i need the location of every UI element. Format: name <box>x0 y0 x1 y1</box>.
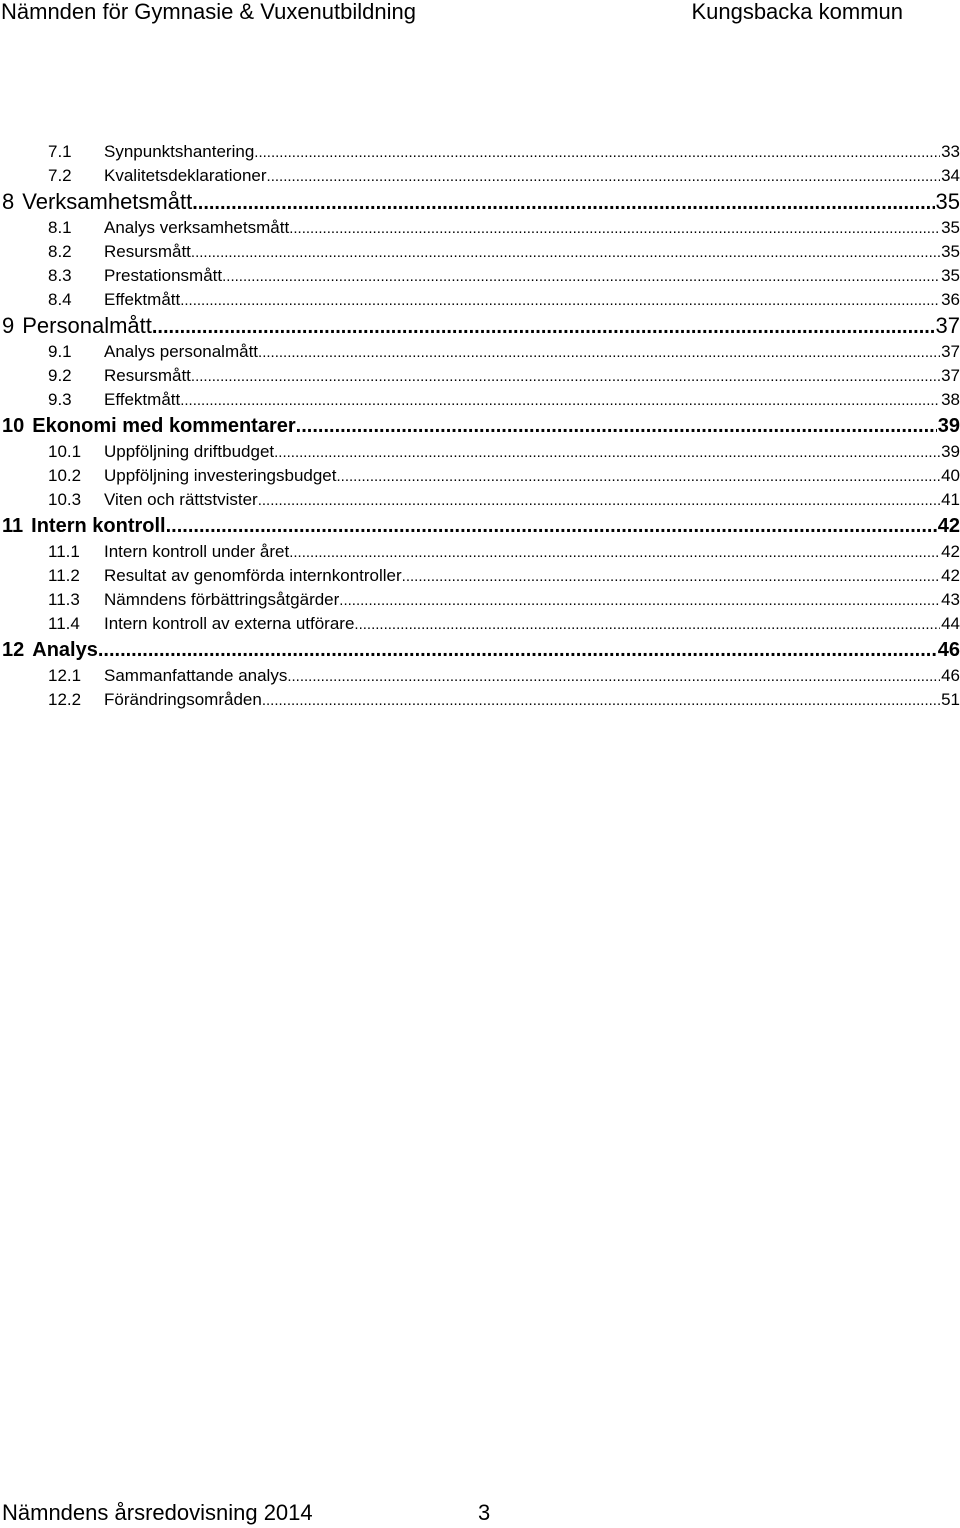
toc-entry-number: 9.3 <box>48 390 72 409</box>
toc-dot-leader <box>354 613 940 637</box>
toc-section-entry[interactable] <box>2 288 960 312</box>
toc-section-entry[interactable] <box>2 588 960 612</box>
toc-entry-number: 11.4 <box>48 614 80 633</box>
toc-entry-page: 35 <box>941 242 960 261</box>
toc-entry-number: 7.2 <box>48 166 72 185</box>
toc-entry-number: 8 <box>2 189 15 214</box>
toc-entry-title: Ekonomi med kommentarer <box>32 415 296 437</box>
toc-section-entry[interactable] <box>2 664 960 688</box>
toc-dot-leader <box>191 241 940 265</box>
toc-entry-page: 37 <box>941 366 960 385</box>
toc-section-entry[interactable] <box>2 488 960 512</box>
toc-entry-number: 10.3 <box>48 490 82 509</box>
toc-chapter-entry[interactable] <box>2 636 960 664</box>
toc-section-entry[interactable] <box>2 216 960 240</box>
toc-entry-number: 11.2 <box>48 566 80 585</box>
toc-dot-leader <box>192 189 934 217</box>
toc-dot-leader <box>152 313 935 341</box>
toc-entry-number: 10 <box>2 415 25 437</box>
toc-entry-page: 46 <box>941 666 960 685</box>
toc-dot-leader <box>289 217 940 241</box>
toc-entry-title: Förändringsområden <box>104 690 262 709</box>
document-header-right: Kungsbacka kommun <box>691 0 903 24</box>
toc-entry-title: Uppföljning driftbudget <box>104 442 275 461</box>
toc-entry-title: Analys <box>32 639 98 661</box>
toc-section-entry[interactable] <box>2 140 960 164</box>
toc-entry-page: 33 <box>941 142 960 161</box>
toc-entry-title: Personalmått <box>22 313 152 338</box>
toc-entry-page: 38 <box>941 390 960 409</box>
toc-entry-page: 39 <box>937 415 960 437</box>
toc-entry-title: Nämndens förbättringsåtgärder <box>104 590 340 609</box>
toc-entry-page: 43 <box>941 590 960 609</box>
toc-entry-page: 44 <box>941 614 960 633</box>
toc-entry-number: 12.2 <box>48 690 82 709</box>
toc-entry-number: 8.3 <box>48 266 72 285</box>
toc-dot-leader <box>339 589 940 613</box>
toc-entry-number: 11 <box>2 515 24 537</box>
page-number: 3 <box>478 1500 491 1525</box>
toc-entry-page: 42 <box>941 542 960 561</box>
toc-entry-page: 40 <box>941 466 960 485</box>
toc-dot-leader <box>258 489 940 513</box>
toc-chapter-entry[interactable] <box>2 188 960 216</box>
table-of-contents <box>2 140 960 712</box>
toc-dot-leader <box>166 512 937 540</box>
toc-entry-number: 8.1 <box>48 218 72 237</box>
toc-entry-title: Viten och rättstvister <box>104 490 258 509</box>
toc-entry-number: 9.1 <box>48 342 72 361</box>
toc-entry-title: Kvalitetsdeklarationer <box>104 166 267 185</box>
toc-entry-page: 46 <box>937 639 960 661</box>
toc-dot-leader <box>267 165 941 189</box>
toc-entry-title: Uppföljning investeringsbudget <box>104 466 337 485</box>
toc-entry-page: 41 <box>941 490 960 509</box>
toc-entry-title: Verksamhetsmått <box>22 189 193 214</box>
toc-dot-leader <box>274 441 940 465</box>
toc-section-entry[interactable] <box>2 264 960 288</box>
toc-section-entry[interactable] <box>2 340 960 364</box>
toc-dot-leader <box>222 265 940 289</box>
toc-entry-page: 36 <box>941 290 960 309</box>
toc-dot-leader <box>289 541 940 565</box>
toc-section-entry[interactable] <box>2 612 960 636</box>
toc-entry-title: Intern kontroll av externa utförare <box>104 614 355 633</box>
toc-entry-page: 51 <box>941 690 960 709</box>
document-header-left: Nämnden för Gymnasie & Vuxenutbildning <box>1 0 416 24</box>
toc-dot-leader <box>98 636 937 664</box>
toc-entry-number: 11.3 <box>48 590 80 609</box>
toc-dot-leader <box>258 341 940 365</box>
toc-entry-title: Prestationsmått <box>104 266 223 285</box>
toc-entry-number: 9.2 <box>48 366 72 385</box>
toc-dot-leader <box>296 412 937 440</box>
toc-entry-title: Analys verksamhetsmått <box>104 218 290 237</box>
toc-entry-title: Resultat av genomförda internkontroller <box>104 566 402 585</box>
toc-dot-leader <box>262 689 940 713</box>
toc-dot-leader <box>254 141 940 165</box>
toc-entry-page: 35 <box>941 218 960 237</box>
toc-section-entry[interactable] <box>2 364 960 388</box>
toc-entry-title: Effektmått <box>104 290 181 309</box>
document-footer-title: Nämndens årsredovisning 2014 <box>2 1500 313 1525</box>
toc-section-entry[interactable] <box>2 240 960 264</box>
toc-entry-title: Effektmått <box>104 390 181 409</box>
toc-entry-page: 37 <box>935 313 960 338</box>
toc-section-entry[interactable] <box>2 688 960 712</box>
toc-entry-number: 7.1 <box>48 142 72 161</box>
toc-entry-title: Intern kontroll <box>31 515 166 537</box>
toc-entry-title: Resursmått <box>104 242 191 261</box>
toc-entry-title: Intern kontroll under året <box>104 542 290 561</box>
toc-dot-leader <box>180 289 940 313</box>
toc-entry-page: 35 <box>935 189 960 214</box>
toc-section-entry[interactable] <box>2 440 960 464</box>
toc-section-entry[interactable] <box>2 388 960 412</box>
toc-chapter-entry[interactable] <box>2 512 960 540</box>
toc-entry-title: Analys personalmått <box>104 342 259 361</box>
toc-section-entry[interactable] <box>2 164 960 188</box>
toc-dot-leader <box>402 565 940 589</box>
toc-section-entry[interactable] <box>2 464 960 488</box>
toc-entry-number: 12.1 <box>48 666 82 685</box>
toc-section-entry[interactable] <box>2 564 960 588</box>
toc-entry-number: 8.4 <box>48 290 72 309</box>
toc-section-entry[interactable] <box>2 540 960 564</box>
toc-entry-number: 12 <box>2 639 25 661</box>
toc-chapter-entry[interactable] <box>2 312 960 340</box>
toc-dot-leader <box>337 465 941 489</box>
toc-entry-page: 37 <box>941 342 960 361</box>
toc-dot-leader <box>180 389 940 413</box>
toc-entry-number: 10.2 <box>48 466 82 485</box>
toc-entry-number: 11.1 <box>48 542 80 561</box>
toc-chapter-entry[interactable] <box>2 412 960 440</box>
toc-entry-title: Synpunktshantering <box>104 142 255 161</box>
toc-dot-leader <box>191 365 940 389</box>
toc-entry-number: 10.1 <box>48 442 82 461</box>
toc-entry-page: 35 <box>941 266 960 285</box>
toc-entry-title: Sammanfattande analys <box>104 666 288 685</box>
toc-entry-page: 42 <box>937 515 960 537</box>
toc-entry-title: Resursmått <box>104 366 191 385</box>
toc-entry-page: 42 <box>941 566 960 585</box>
toc-entry-number: 8.2 <box>48 242 72 261</box>
toc-dot-leader <box>287 665 940 689</box>
toc-entry-page: 39 <box>941 442 960 461</box>
toc-entry-number: 9 <box>2 313 15 338</box>
toc-entry-page: 34 <box>941 166 960 185</box>
